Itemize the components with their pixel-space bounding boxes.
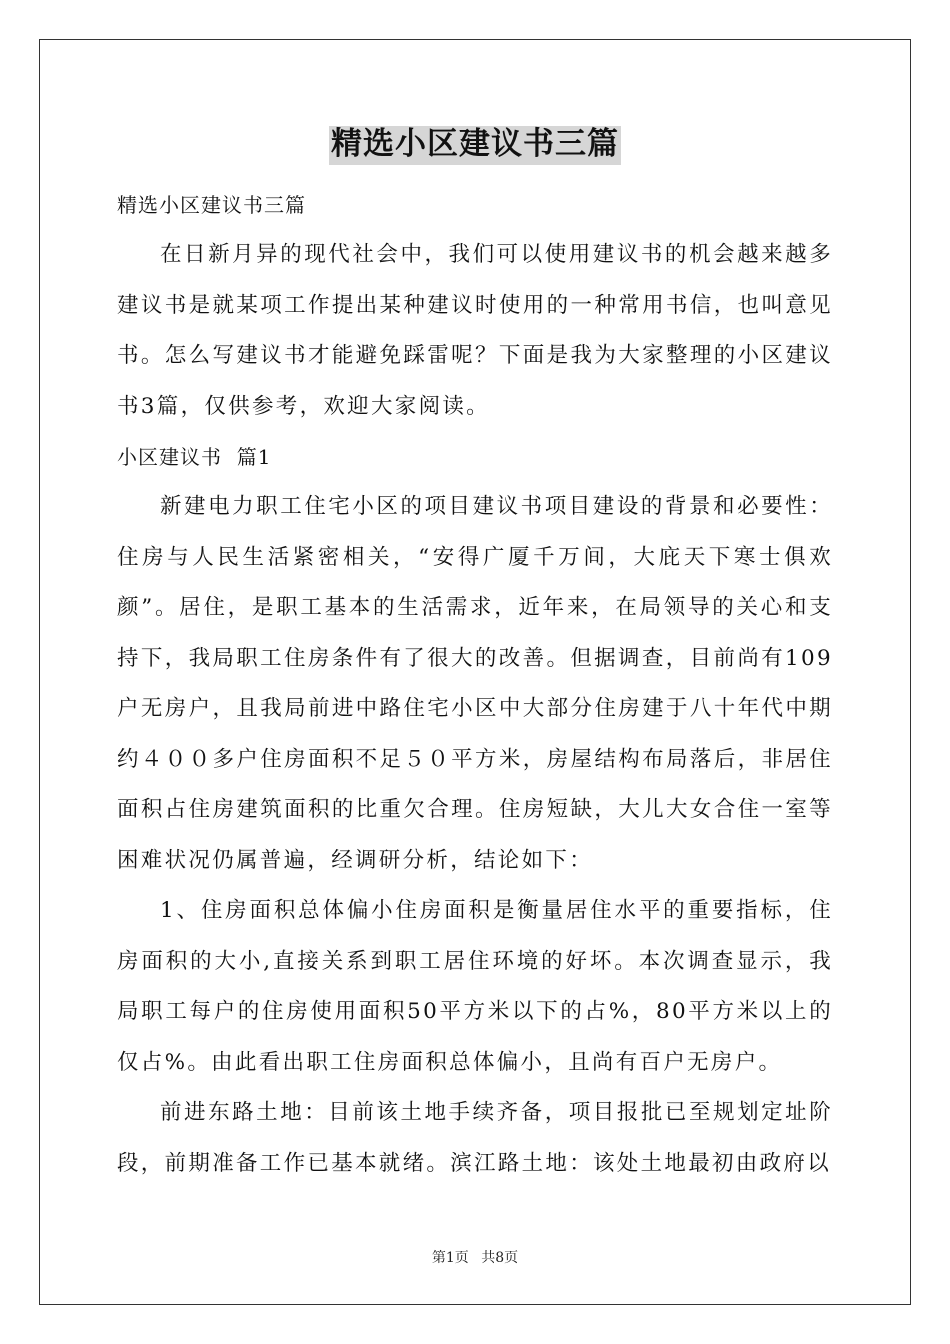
- document-subtitle: 精选小区建议书三篇: [117, 193, 306, 217]
- body-paragraph: 新建电力职工住宅小区的项目建议书项目建设的背景和必要性：住房与人民生活紧密相关，“安得广厦千万间，大庇天下寒士俱欢颜”。居住，是职工基本的生活需求，近年来，在局领导的关心和支持下，我局职工住房条件有了很大的改善。但据调查，目前尚有109户无房户，且我局前进中路住宅小区中大部分住房建于八十年代中期约４００多户住房面积不足５０平方米，房屋结构布局落后，非居住面积占住房建筑面积的比重欠合理。住房短缺，大儿大女合住一室等困难状况仍属普遍，经调研分析，结论如下：: [117, 494, 833, 873]
- page-total: 共8页: [481, 1250, 519, 1266]
- section-heading: 小区建议书 篇1: [117, 445, 272, 469]
- page-footer: [0, 1247, 950, 1267]
- body-paragraph: 前进东路土地：目前该土地手续齐备，项目报批已至规划定址阶段，前期准备工作已基本就绪。滨江路土地：该处土地最初由政府以: [117, 1100, 833, 1176]
- body-paragraph: 1、住房面积总体偏小住房面积是衡量居住水平的重要指标，住房面积的大小,直接关系到职工居住环境的好坏。本次调查显示，我局职工每户的住房使用面积50平方米以下的占%，80平方米以上的仅占%。由此看出职工住房面积总体偏小，且尚有百户无房户。: [117, 898, 833, 1075]
- intro-paragraph: 在日新月异的现代社会中，我们可以使用建议书的机会越来越多建议书是就某项工作提出某种建议时使用的一种常用书信，也叫意见书。怎么写建议书才能避免踩雷呢？下面是我为大家整理的小区建议书3篇，仅供参考，欢迎大家阅读。: [117, 242, 833, 419]
- document-body: [117, 180, 833, 1189]
- document-title-text: 精选小区建议书三篇: [329, 126, 621, 165]
- page-number: 第1页: [431, 1250, 469, 1266]
- document-title: [0, 126, 950, 165]
